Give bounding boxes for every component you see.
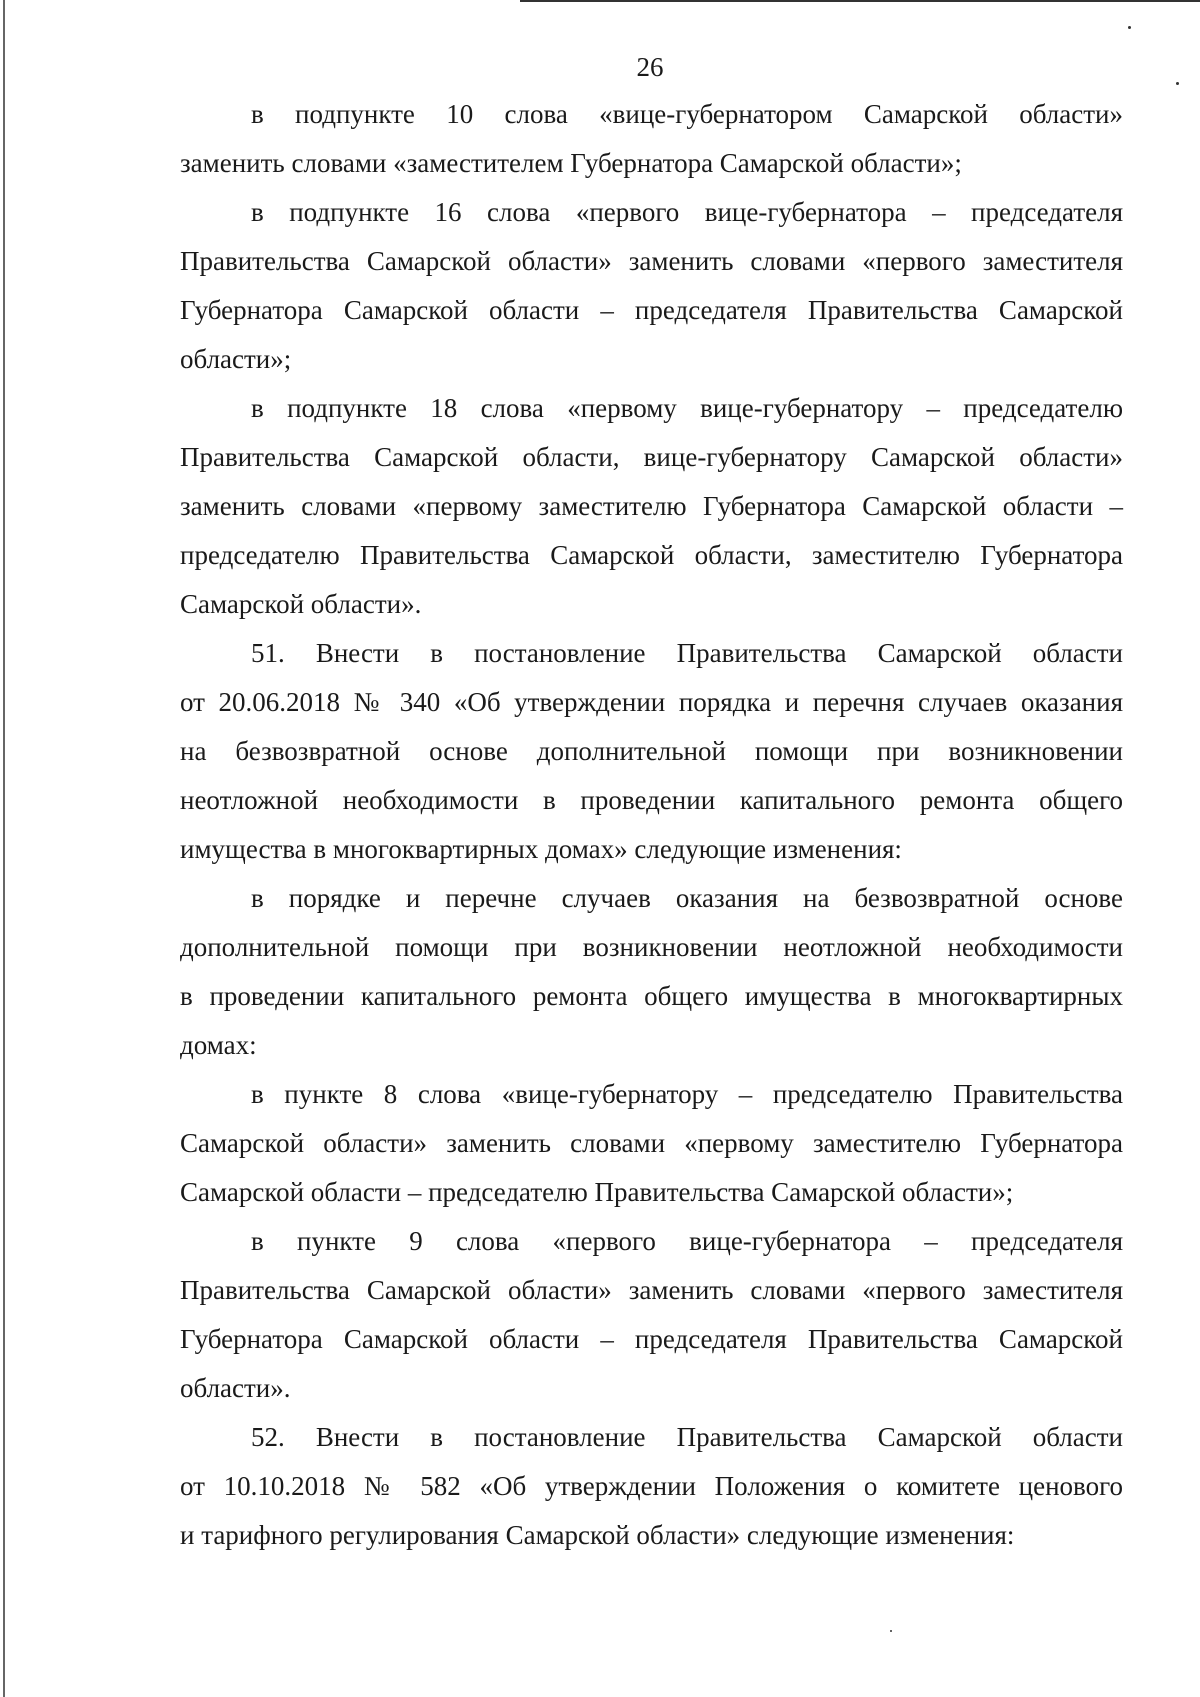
paragraph-line: Самарской области» заменить словами «первому заместителю Губернатора bbox=[180, 1128, 1123, 1158]
paragraph-line: в проведении капитального ремонта общего имущества в многоквартирных bbox=[180, 981, 1123, 1011]
paragraph-line: Правительства Самарской области» заменить словами «первого заместителя bbox=[180, 246, 1123, 276]
paragraph-line: 51. Внести в постановление Правительства Самарской области bbox=[251, 638, 1123, 668]
paragraph-line: дополнительной помощи при возникновении неотложной необходимости bbox=[180, 932, 1123, 962]
paragraph-line: Губернатора Самарской области – председателя Правительства Самарской bbox=[180, 295, 1123, 325]
paragraph-line: в подпункте 16 слова «первого вице-губернатора – председателя bbox=[251, 197, 1123, 227]
paragraph-line: Самарской области – председателю Правительства Самарской области»; bbox=[180, 1177, 1014, 1207]
scan-edge-top bbox=[520, 0, 1200, 2]
paragraph-line: председателю Правительства Самарской области, заместителю Губернатора bbox=[180, 540, 1123, 570]
paragraph-line: на безвозвратной основе дополнительной помощи при возникновении bbox=[180, 736, 1123, 766]
paragraph-line: в пункте 9 слова «первого вице-губернатора – председателя bbox=[251, 1226, 1123, 1256]
paragraph-line: Губернатора Самарской области – председателя Правительства Самарской bbox=[180, 1324, 1123, 1354]
paragraph-line: области». bbox=[180, 1373, 291, 1403]
paragraph-line: 52. Внести в постановление Правительства Самарской области bbox=[251, 1422, 1123, 1452]
scan-speck bbox=[890, 1630, 892, 1632]
paragraph-line: области»; bbox=[180, 344, 292, 374]
paragraph-line: неотложной необходимости в проведении капитального ремонта общего bbox=[180, 785, 1123, 815]
paragraph-line: Правительства Самарской области» заменить словами «первого заместителя bbox=[180, 1275, 1123, 1305]
paragraph-line: в порядке и перечне случаев оказания на безвозвратной основе bbox=[251, 883, 1123, 913]
paragraph-line: имущества в многоквартирных домах» следующие изменения: bbox=[180, 834, 902, 864]
paragraph-line: от 10.10.2018 № 582 «Об утверждении Положения о комитете ценового bbox=[180, 1471, 1123, 1501]
document-body bbox=[180, 90, 1123, 1560]
paragraph-line: от 20.06.2018 № 340 «Об утверждении порядка и перечня случаев оказания bbox=[180, 687, 1123, 717]
paragraph-line: заменить словами «первому заместителю Губернатора Самарской области – bbox=[180, 491, 1123, 521]
paragraph-line: заменить словами «заместителем Губернатора Самарской области»; bbox=[180, 148, 962, 178]
paragraph-line: в подпункте 18 слова «первому вице-губернатору – председателю bbox=[251, 393, 1123, 423]
paragraph-line: домах: bbox=[180, 1030, 257, 1060]
paragraph-line: в пункте 8 слова «вице-губернатору – председателю Правительства bbox=[251, 1079, 1123, 1109]
paragraph-line: в подпункте 10 слова «вице-губернатором Самарской области» bbox=[251, 99, 1123, 129]
scan-edge-left bbox=[3, 0, 5, 1697]
paragraph-line: Правительства Самарской области, вице-губернатору Самарской области» bbox=[180, 442, 1123, 472]
paragraph-line: и тарифного регулирования Самарской области» следующие изменения: bbox=[180, 1520, 1015, 1550]
scan-speck bbox=[1128, 26, 1131, 29]
paragraph-line: Самарской области». bbox=[180, 589, 422, 619]
page-number: 26 bbox=[636, 52, 664, 82]
